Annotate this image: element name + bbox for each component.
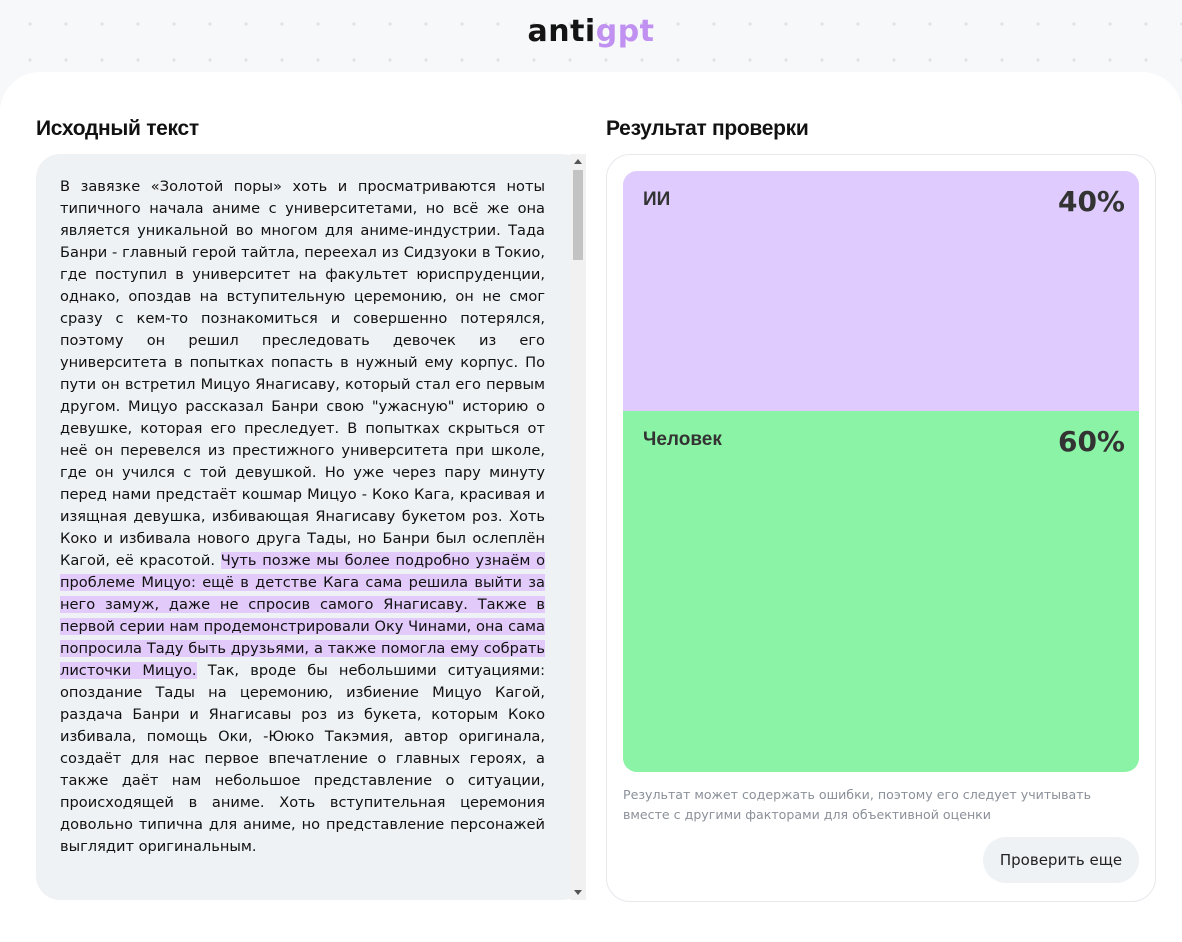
scroll-down-arrow-icon[interactable]: [574, 890, 582, 895]
source-scrollbar[interactable]: [570, 154, 586, 900]
human-label: Человек: [643, 429, 722, 450]
source-text-before: В завязке «Золотой поры» хоть и просматриваются ноты типичного начала аниме с университетами, но всё же она является уникальной во многом для аниме-индустрии. Тада Банри - главный герой тайтла, переехал из Сидзуоки в Токио, где поступил в университет на факультет юриспруденции, однако, опоздав на вступительную церемонию, он не смог сразу с кем-то познакомиться и совершенно потерялся, поэтому он решил преследовать девочек из его университета в попытках попасть в нужный ему корпус. По пути он встретил Мицуо Янагисаву, который стал его первым другом. Мицуо рассказал Банри свою "ужасную" историю о девушке, которая его преследует. В попытках скрыться от неё он перевелся из престижного университета при школе, где он учился с той девушкой. Но уже через пару минуту перед нами предстаёт кошмар Мицуо - Коко Кага, красивая и изящная девушка, избивающая Янагисаву букетом роз. Хоть Коко и избивала нового друга Тады, но Банри был ослеплён Кагой, её красотой.: [60, 178, 545, 569]
logo[interactable]: [0, 14, 1182, 49]
human-segment: [623, 411, 1139, 772]
ai-label: ИИ: [643, 189, 671, 210]
result-panel: [606, 154, 1156, 902]
source-title: Исходный текст: [36, 117, 199, 140]
human-percent: 60%: [1057, 425, 1125, 458]
logo-text-gpt: gpt: [595, 14, 655, 49]
result-title: Результат проверки: [606, 117, 809, 140]
logo-text-anti: anti: [527, 14, 596, 49]
scrollbar-thumb[interactable]: [573, 170, 583, 260]
ai-percent: 40%: [1057, 185, 1125, 218]
source-text[interactable]: [60, 176, 545, 858]
source-text-panel[interactable]: [36, 154, 586, 900]
ai-highlighted-fragment: Чуть позже мы более подробно узнаём о проблеме Мицуо: ещё в детстве Кага сама решила выйти за него замуж, даже не спросив самого Янагисаву. Также в первой серии нам продемонстрировали Оку Чинами, она сама попросила Таду быть друзьями, а также помогла ему собрать листочки Мицуо.: [60, 552, 546, 679]
disclaimer-text: Результат может содержать ошибки, поэтому его следует учитывать вместе с другими факторами для объективной оценки: [623, 787, 1092, 822]
recheck-button[interactable]: Проверить еще: [983, 837, 1139, 883]
source-text-after: Так, вроде бы небольшими ситуациями: опоздание Тады на церемонию, избиение Мицуо Кагой, раздача Банри и Янагисавы роз из букета, которым Коко избивала, помощь Оки, -Ююко Такэмия, автор оригинала, создаёт для нас первое впечатление о главных героях, а также даёт нам небольшое представление о ситуации, происходящей в аниме. Хоть вступительная церемония довольно типична для аниме, но представление персонажей выглядит оригинальным.: [60, 662, 546, 855]
header-bar: [0, 0, 1182, 80]
scroll-up-arrow-icon[interactable]: [574, 159, 582, 164]
ai-segment: [623, 171, 1139, 411]
